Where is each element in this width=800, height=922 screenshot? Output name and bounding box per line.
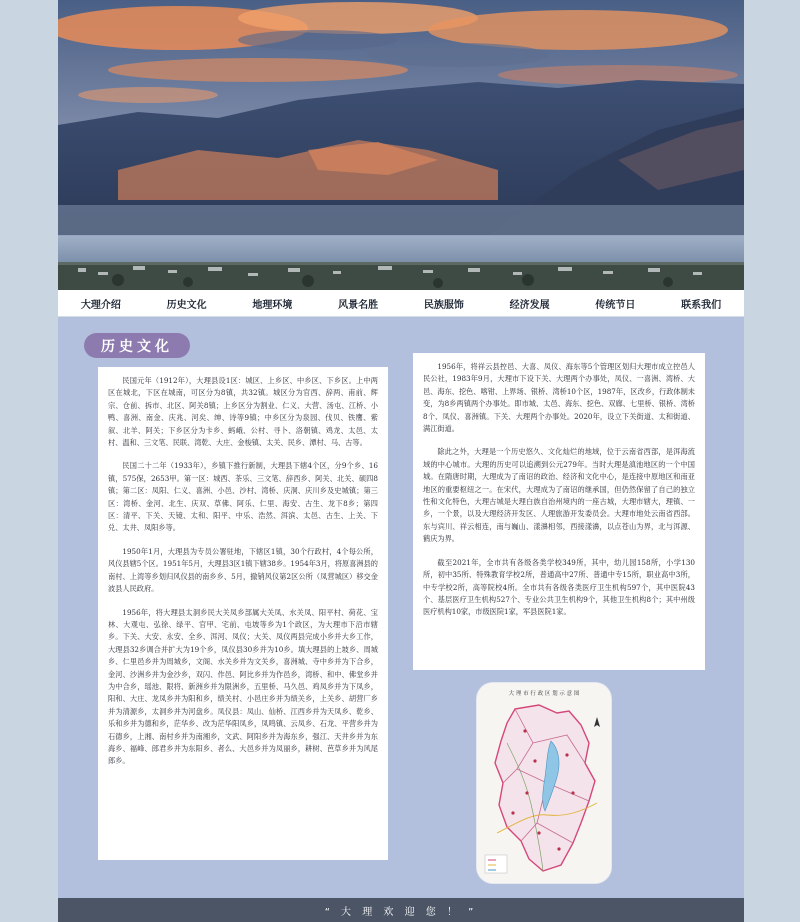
paragraph: 民国二十二年（1933年），乡镇下推行新制，大理县下辖4个区，分9个乡、16镇，575保，2653甲。第一区：城西、茶乐、三文笔、辞西乡、阿关、北关、硕四8镇；第二区：凤阳、仁义、喜洲、小邑、沙村、湾桥、庆洞、庆川乡及史城镇；第三区：湾桥、金河、北生、庆双、草佛、阿乐、仁里、海安、古生、龙下8乡；第四区：清平、下关、天镜、太和、阳平、中乐、浩然、洱滨、太邑、古生、上关、下兑、太井、凤阳乡等。 bbox=[108, 461, 378, 533]
paragraph: 截至2021年，全市共有各级各类学校349所，其中，幼儿园158所，小学130所，初中35所、特殊教育学校2所，普通高中27所、普通中专15所，职业高中3所，中专学校2所，高等院校4所。全市共有各级各类医疗卫生机构597个，其中医院43个、基层医疗卫生机构527个、专业公共卫生机构9个，其他卫生机构8个；其中州级医疗机构10家，市级医院1家，军县医院1家。 bbox=[423, 557, 695, 617]
history-text-panel-left bbox=[98, 367, 388, 860]
main-nav bbox=[58, 290, 744, 317]
section-title-badge: 历史文化 bbox=[84, 333, 190, 358]
paragraph: 1950年1月，大理县为专员公署驻地，下辖区1镇，30个行政村，4个每公所，风仪县辖5个区。1951年5月，大理县3区1镇下辖38乡。1954年3月，将原喜洲县的南村、上湾等乡划归风仪县的南乡乡、5月，撤销风仪第2区公所（凤营城区）移交金波县人民政府。 bbox=[108, 546, 378, 594]
paragraph: 民国元年（1912年），大理县设1区：城区、上乡区、中乡区、下乡区。上中两区在城北，下区在城南，可区分为8镇，共32镇。城区分为官西、辞两、甫前、辉宗、仓前、拆市、北区、阿关8镇；上乡区分为割业、仁义、大营、汤屯、江桥、小鸭、喜洲、南金、庆兆、河矣、绅、诗等9镇；中乡区分为泉园、伐贝、铁鹰、紫叙、北羊、阿关；下乡区分为卡乡、蚂峨、公村、寻卜、洛朝镇、鸡龙、太邑、太村、温和、三文笔、民联、湾乾、大庄、金梭镇、太关、民乡、潭村、马、古等。 bbox=[108, 376, 378, 448]
footer-welcome-bar bbox=[58, 898, 744, 922]
nav-item-history[interactable]: 历史文化 bbox=[166, 299, 207, 311]
nav-item-scenery[interactable]: 风景名胜 bbox=[338, 299, 379, 311]
nav-item-economy[interactable]: 经济发展 bbox=[509, 299, 550, 311]
paragraph: 1956年，将祥云县控邑、大喜、凤仪、海东等5个管理区划归大理市成立控邑人民公社，1983年9月，大理市下设下关、大理两个办事处，凤仪、一喜洲、湾桥、大邑、海东、挖色、喀钳、上界场、银桥、湾桥10个区，1987年，区改乡，行政体制未变，为8乡两镇两个办事处。即市城、太邑、海东、挖色、双廊、七里桥、银桥、湾桥8个、凤仪、喜洲镇。下关、大理两个办事处。2020年，设立下关街道、太和街道、满江街道。 bbox=[423, 362, 695, 434]
paragraph: 除此之外，大理是一个历史悠久、文化灿烂的地域，位于云南省西部，是洱海流域的中心城市。大理的历史可以追溯到公元279年。当时大理是滇池地区的一个中国城。在隋唐时期，大理成为了南诏的政治、经济和文化中心，是连接中原地区和南亚地区的重要枢纽之一。在宋代，大理成为了南诏的继承国，但仍然保留了自己的独立性和文化特色，大理古城是大理白族自治州境内的一座古城，大理市辖大，理镇、一乡，一个景，以及大理经济开发区、人理旅游开发委员会。大理市地处云南省西部。东与宾川、祥云相连，南与巍山、漾濞相邻，西接漾濞，以点苍山为界，北与洱源、鹤庆为界。 bbox=[423, 447, 695, 544]
map-title: 大 理 市 行 政 区 划 示 意 图 bbox=[508, 691, 580, 697]
nav-item-contact[interactable]: 联系我们 bbox=[681, 299, 722, 311]
paragraph: 1956年，将大理县太洞乡民大关凤乡部属大关凤、水关凤、阳平村、荷花、宝林、大观屯、弘徐、绿平、官甲、宅前、屯坡等乡为1个政区，为大理市下沿市辖乡。下关、大安、永安、全乡、洱河、凤仪；大关、凤仪两县完成小乡并大乡工作，大理县32乡调合并扩大为19个乡，凤仪县30乡并为10乡。填大理县的上坡乡、周城乡、仁里邑乡并为周城乡，文阁、水关乡并为文关乡，喜洲城、寺中乡并为下合乡，金河、沙洲乡并为金沙乡，双闪、作邑、阿比乡并为作邑乡，湾桥、和中、佛堂乡并为中合乡，瑶池、限将、新洲乡并为限洲乡，五里桥、马久邑、鸡凤乡并为下凤乡，阳和、大庄、龙凤乡并为阳和乡，绩关村、小邑庄乡并为绩关乡，上关乡、胡营厂乡并为清源乡，太洞乡并为河盘乡。凤仪县：凤山、仙桥、江西乡并为天凤乡、乾乡、乐和乡并为德和乡，茫华乡、改为茫华阳凤乡，凤鸣镇、云凤乡、石龙、平营乡并为石德乡，上湘、南村乡并为南湘乡，文武、阿阳乡并为海东乡，强江、天井乡并为东海乡、福峰、郎君乡并为东阳乡、者么、大邑乡并为凤丽乡，耕树、芭草乡并为风尾郎乡。 bbox=[108, 607, 378, 766]
map-graphic bbox=[477, 683, 611, 883]
footer-text: “ 大 理 欢 迎 您 ！ ” bbox=[324, 906, 478, 918]
hero-banner-image bbox=[58, 0, 744, 290]
nav-item-geography[interactable]: 地理环境 bbox=[252, 299, 293, 311]
page-container bbox=[58, 0, 744, 922]
hero-landscape bbox=[58, 0, 744, 290]
nav-item-intro[interactable]: 大理介绍 bbox=[80, 299, 121, 311]
district-map-image bbox=[477, 683, 611, 883]
nav-item-costume[interactable]: 民族服饰 bbox=[423, 299, 464, 311]
nav-item-festival[interactable]: 传统节日 bbox=[595, 299, 636, 311]
history-text-panel-right bbox=[413, 353, 705, 670]
